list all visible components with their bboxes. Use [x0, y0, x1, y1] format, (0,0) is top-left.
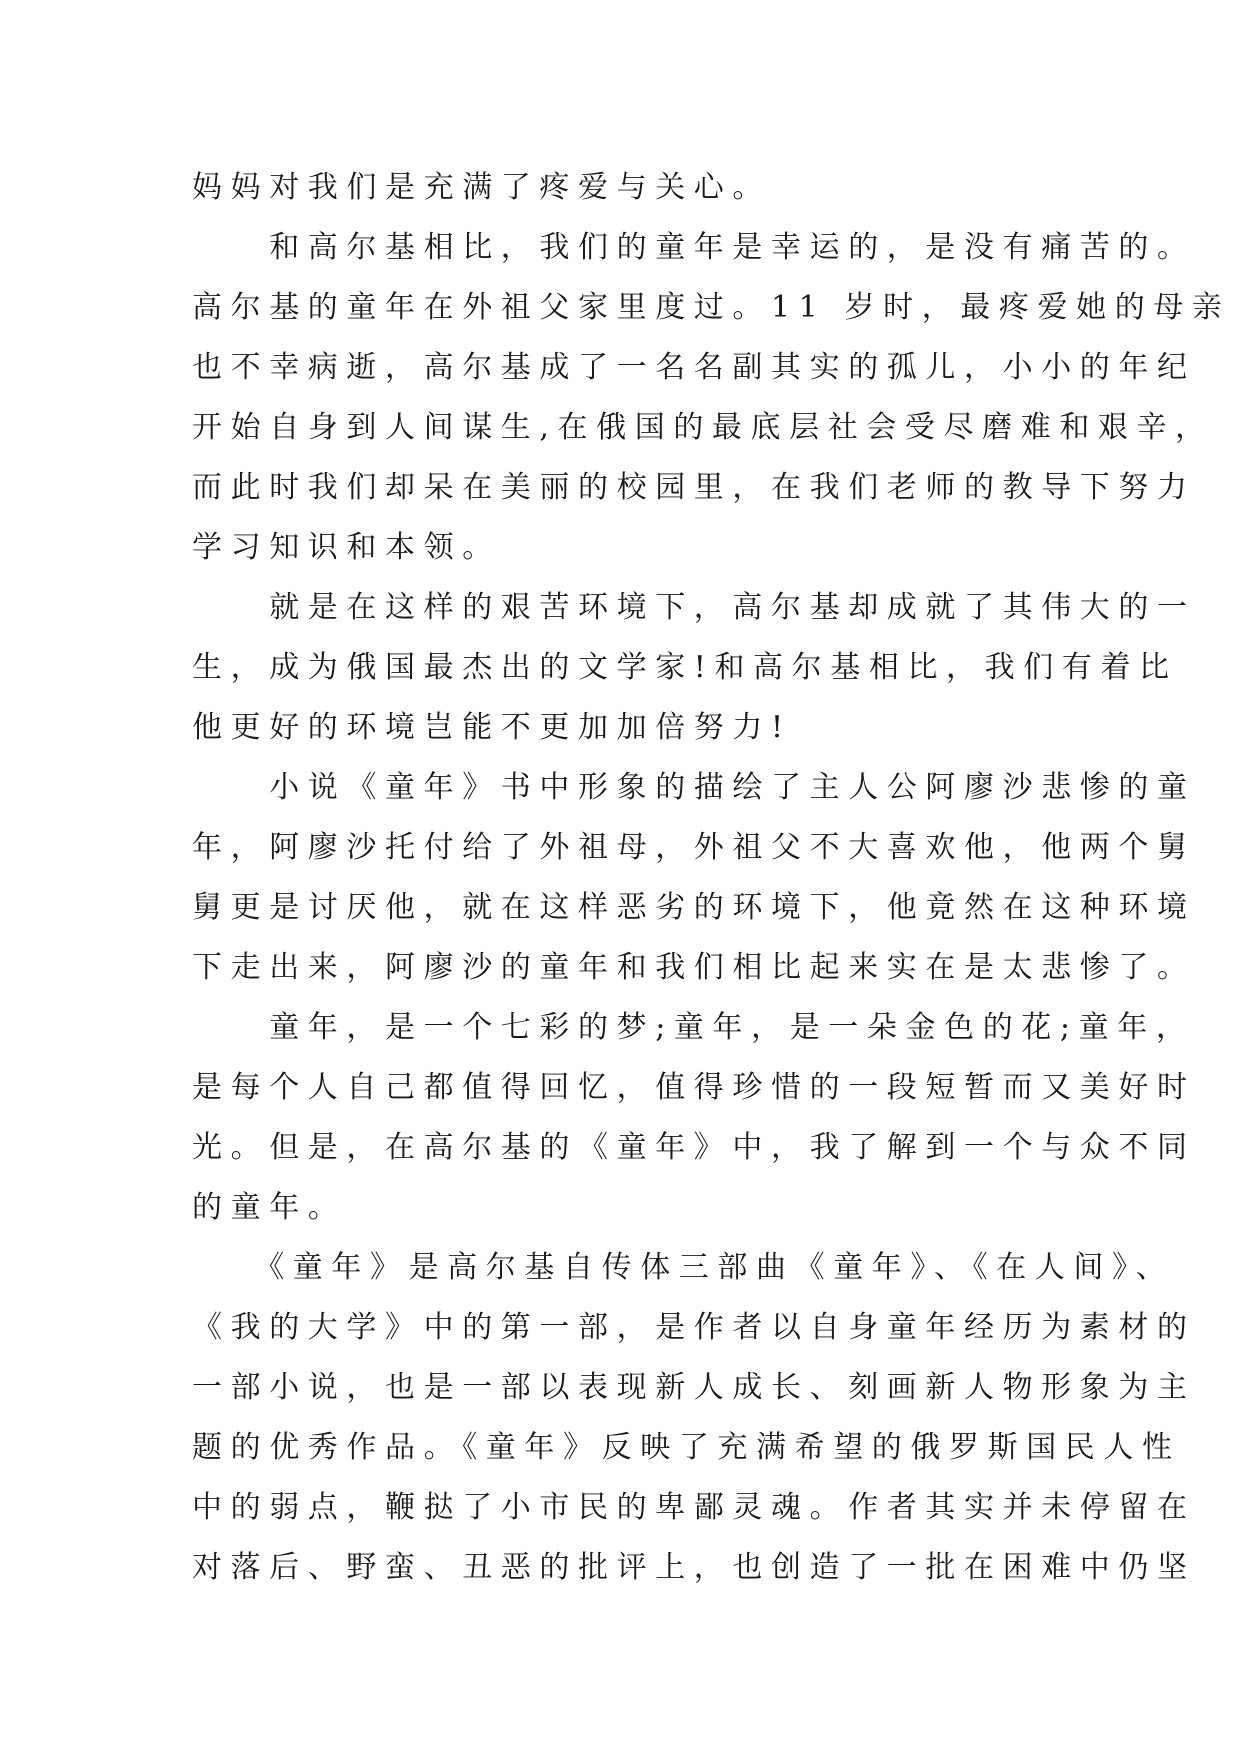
text-line: 舅更是讨厌他，就在这样恶劣的环境下，他竟然在这种环境 [192, 890, 1196, 925]
text-line: 《童年》是高尔基自传体三部曲《童年》、《在人间》、 [192, 1250, 1175, 1285]
text-line: 下走出来，阿廖沙的童年和我们相比起来实在是太悲惨了。 [192, 950, 1196, 985]
text-line: 《我的大学》中的第一部，是作者以自身童年经历为素材的 [192, 1310, 1196, 1345]
text-line: 生，成为俄国最杰出的文学家!和高尔基相比，我们有着比 [192, 650, 1178, 685]
text-line: 中的弱点，鞭挞了小市民的卑鄙灵魂。作者其实并未停留在 [192, 1490, 1196, 1525]
text-line: 而此时我们却呆在美丽的校园里，在我们老师的教导下努力 [192, 470, 1196, 505]
text-line: 高尔基的童年在外祖父家里度过。11 岁时，最疼爱她的母亲 [192, 290, 1231, 325]
body-text [192, 158, 1231, 1598]
text-line: 是每个人自己都值得回忆，值得珍惜的一段短暂而又美好时 [192, 1070, 1196, 1105]
text-line: 他更好的环境岂能不更加加倍努力! [192, 710, 792, 745]
text-line: 的童年。 [192, 1190, 347, 1225]
text-line: 和高尔基相比，我们的童年是幸运的，是没有痛苦的。 [192, 230, 1196, 265]
text-line: 童年，是一个七彩的梦;童年，是一朵金色的花;童年， [192, 1010, 1195, 1045]
text-line: 光。但是，在高尔基的《童年》中，我了解到一个与众不同 [192, 1130, 1196, 1165]
text-line: 一部小说，也是一部以表现新人成长、刻画新人物形象为主 [192, 1370, 1196, 1405]
text-line: 就是在这样的艰苦环境下，高尔基却成就了其伟大的一 [192, 590, 1196, 625]
text-line: 妈妈对我们是充满了疼爱与关心。 [192, 170, 771, 205]
text-line: 题的优秀作品。《童年》反映了充满希望的俄罗斯国民人性 [192, 1430, 1181, 1465]
text-line: 年，阿廖沙托付给了外祖母，外祖父不大喜欢他，他两个舅 [192, 830, 1196, 865]
text-line: 小说《童年》书中形象的描绘了主人公阿廖沙悲惨的童 [192, 770, 1196, 805]
text-line: 对落后、野蛮、丑恶的批评上，也创造了一批在困难中仍坚 [192, 1550, 1196, 1585]
text-line: 学习知识和本领。 [192, 530, 501, 565]
text-line: 开始自身到人间谋生,在俄国的最底层社会受尽磨难和艰辛， [192, 410, 1214, 445]
text-line: 也不幸病逝，高尔基成了一名名副其实的孤儿，小小的年纪 [192, 350, 1196, 385]
